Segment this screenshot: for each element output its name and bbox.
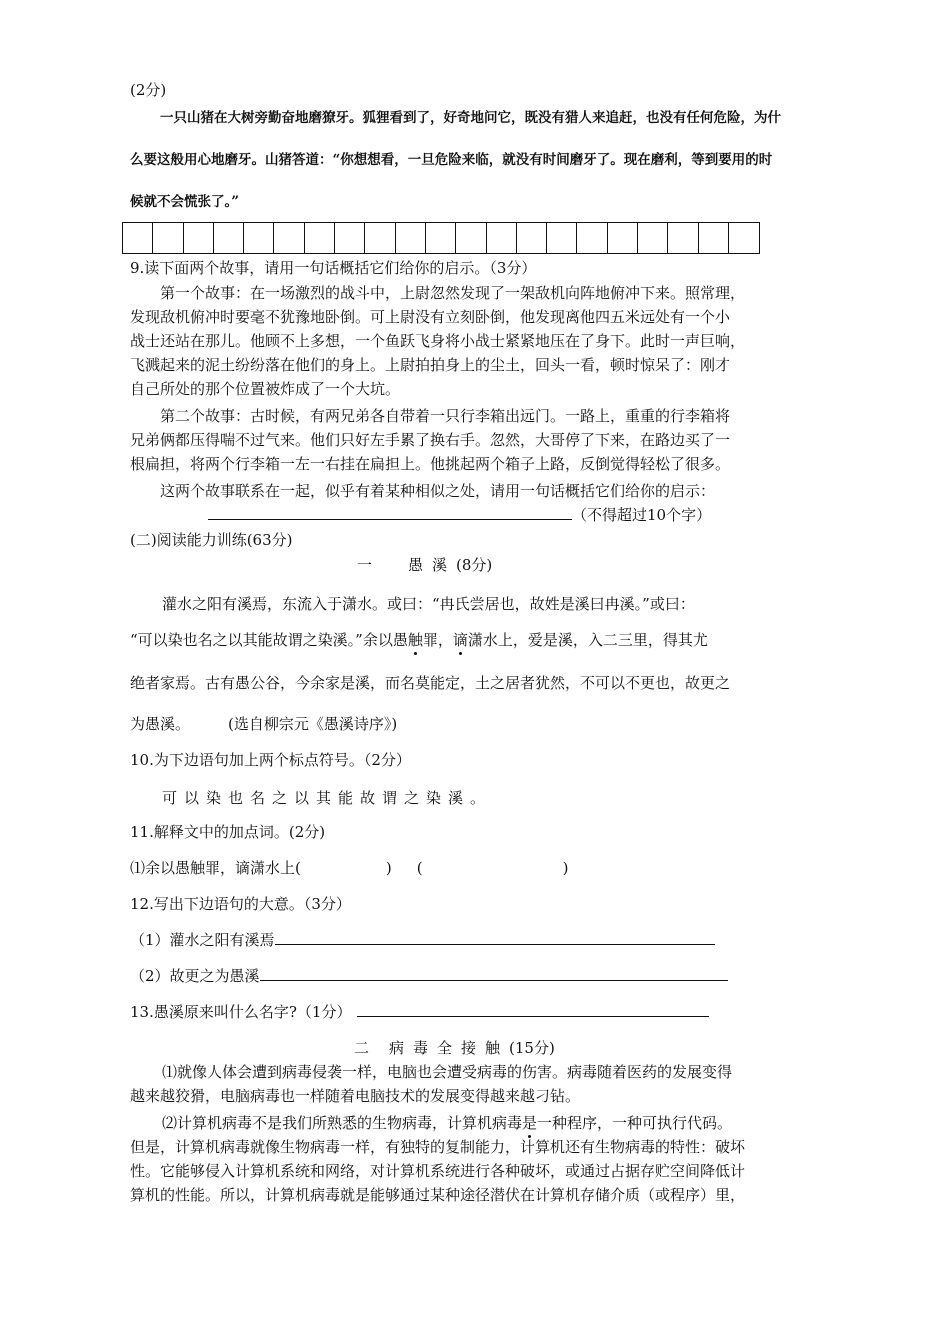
grid-cell[interactable]	[547, 223, 577, 253]
q11-title: 11.解释文中的加点词。(2分)	[130, 823, 326, 841]
grid-cell[interactable]	[729, 223, 759, 253]
yuxi-source: (选自柳宗元《愚溪诗序》)	[228, 715, 398, 733]
yuxi-text: 潇水上，爱是溪，入二三里，得其尤	[467, 631, 708, 649]
virus-line	[162, 1113, 732, 1133]
q11-item-text: ⑴余以愚触罪，谪潇水上(	[130, 859, 301, 877]
q9-answer-row	[208, 505, 711, 525]
grid-cell[interactable]	[456, 223, 486, 253]
q9-limit: （不得超过10个字）	[572, 506, 712, 524]
grid-cell[interactable]	[668, 223, 698, 253]
q12-item1-text: （1）灌水之阳有溪焉	[130, 931, 275, 949]
grid-cell[interactable]	[123, 223, 153, 253]
intro-story-line: 么要这般用心地磨牙。山猪答道：“你想想看，一旦危险来临，就没有时间磨牙了。现在磨利，等到要用的时	[130, 152, 773, 168]
intro-story-line: 一只山猪在大树旁勤奋地磨獠牙。狐狸看到了，好奇地问它，既没有猎人来追赶，也没有任何危险，为什	[160, 110, 781, 126]
q11-paren: )	[385, 859, 392, 877]
q9-story2-line: 第二个故事：古时候，有两兄弟各自带着一只行李箱出远门。一路上，重重的行李箱将	[160, 407, 731, 425]
dotted-word: 是	[522, 1114, 538, 1132]
q9-story2-line: 兄弟俩都压得喘不过气来。他们只好左手累了换右手。忽然，大哥停了下来，在路边买了一	[130, 431, 731, 449]
intro-story-line: 候就不会慌张了。”	[130, 194, 240, 210]
virus-line: 算机的性能。所以，计算机病毒就是能够通过某种途径潜伏在计算机存储介质（或程序）里，	[130, 1186, 746, 1204]
q12-item1	[130, 930, 715, 950]
q9-story1-line: 飞溅起来的泥土纷纷落在他们的身上。上尉拍拍身上的尘土，回头一看，顿时惊呆了：刚才	[130, 356, 731, 374]
yuxi-title	[357, 555, 492, 575]
q10-sentence: 可以染也名之以其能故谓之染溪。	[162, 789, 493, 807]
q12-item2-text: （2）故更之为愚溪	[130, 967, 260, 985]
grid-cell[interactable]	[608, 223, 638, 253]
virus-line: 越来越狡猾，电脑病毒也一样随着电脑技术的发展变得越来越刁钻。	[130, 1087, 581, 1105]
virus-line: 但是，计算机病毒就像生物病毒一样，有独特的复制能力，计算机还有生物病毒的特性：破坏	[130, 1138, 746, 1156]
q10-title: 10.为下边语句加上两个标点符号。（2分）	[130, 751, 411, 769]
grid-cell[interactable]	[153, 223, 183, 253]
q9-answer-line[interactable]	[208, 505, 572, 520]
yuxi-text: “可以染也名之以其能故谓之染溪。”余以愚	[130, 631, 408, 649]
grid-cell[interactable]	[699, 223, 729, 253]
yuxi-title-name: 愚溪	[408, 556, 457, 574]
yuxi-text: 为愚溪。	[130, 715, 191, 733]
grid-cell[interactable]	[305, 223, 335, 253]
virus-line: ⑴就像人体会遭到病毒侵袭一样，电脑也会遭受病毒的伤害。病毒随着医药的发展变得	[162, 1063, 733, 1081]
intro-score: (2分)	[130, 81, 167, 99]
q9-title: 9.读下面两个故事，请用一句话概括它们给你的启示。（3分）	[130, 259, 537, 277]
grid-cell[interactable]	[274, 223, 304, 253]
yuxi-line: 灌水之阳有溪焉，东流入于潇水。或曰：“冉氏尝居也，故姓是溪曰冉溪。”或曰：	[162, 595, 695, 613]
grid-cell[interactable]	[184, 223, 214, 253]
dotted-word: 谪	[452, 631, 468, 649]
virus-text: ⑵计算机病毒不是我们所熟悉的生物病毒，计算机病毒	[162, 1114, 523, 1132]
grid-cell[interactable]	[517, 223, 547, 253]
q11-paren: (	[416, 859, 423, 877]
section2-title: (二)阅读能力训练(63分)	[130, 531, 293, 549]
yuxi-text: 罪，	[422, 631, 453, 649]
q11-item	[130, 858, 568, 878]
grid-cell[interactable]	[365, 223, 395, 253]
grid-cell[interactable]	[244, 223, 274, 253]
grid-cell[interactable]	[335, 223, 365, 253]
grid-cell[interactable]	[577, 223, 607, 253]
q9-story1-line: 战士还站在那儿。他顾不上多想，一个鱼跃飞身将小战士紧紧地压在了身下。此时一声巨响，	[130, 332, 746, 350]
q9-story1-line: 发现敌机俯冲时要毫不犹豫地卧倒。可上尉没有立刻卧倒，他发现离他四五米远处有一个小	[130, 308, 731, 326]
yuxi-line: 绝者家焉。古有愚公谷，今余家是溪，而名莫能定，土之居者犹然，不可以不更也，故更之	[130, 674, 731, 692]
q12-item2	[130, 966, 728, 986]
virus-title-score: (15分)	[509, 1039, 555, 1057]
yuxi-line	[130, 714, 397, 734]
q12-title: 12.写出下边语句的大意。（3分）	[130, 895, 351, 913]
yuxi-line	[130, 630, 708, 650]
grid-cell[interactable]	[638, 223, 668, 253]
grid-cell[interactable]	[396, 223, 426, 253]
yuxi-title-score: (8分)	[456, 556, 493, 574]
virus-text: 一种程序，一种可执行代码。	[537, 1114, 733, 1132]
answer-grid[interactable]	[122, 222, 760, 254]
yuxi-title-num: 一	[357, 556, 373, 574]
q13	[130, 1002, 709, 1022]
grid-cell[interactable]	[426, 223, 456, 253]
virus-title	[354, 1038, 555, 1058]
grid-cell[interactable]	[214, 223, 244, 253]
dotted-word: 触	[407, 631, 423, 649]
virus-line: 性。它能够侵入计算机系统和网络，对计算机系统进行各种破坏，或通过占据存贮空间降低计	[130, 1162, 746, 1180]
q12-answer-line-2[interactable]	[260, 966, 728, 981]
q13-answer-line[interactable]	[357, 1002, 709, 1017]
virus-title-name: 病毒全接触	[389, 1039, 510, 1057]
q9-story1-line: 自己所处的那个位置被炸成了一个大坑。	[130, 380, 401, 398]
virus-title-num: 二	[354, 1039, 370, 1057]
q13-title: 13.愚溪原来叫什么名字?（1分）	[130, 1003, 352, 1021]
q12-answer-line-1[interactable]	[275, 930, 715, 945]
grid-cell[interactable]	[487, 223, 517, 253]
q9-story1-line: 第一个故事：在一场激烈的战斗中，上尉忽然发现了一架敌机向阵地俯冲下来。照常理，	[160, 284, 746, 302]
q9-story2-line: 根扁担，将两个行李箱一左一右挂在扁担上。他挑起两个箱子上路，反倒觉得轻松了很多。	[130, 455, 731, 473]
q11-paren: )	[562, 859, 569, 877]
q9-prompt: 这两个故事联系在一起，似乎有着某种相似之处，请用一句话概括它们给你的启示：	[160, 482, 716, 500]
